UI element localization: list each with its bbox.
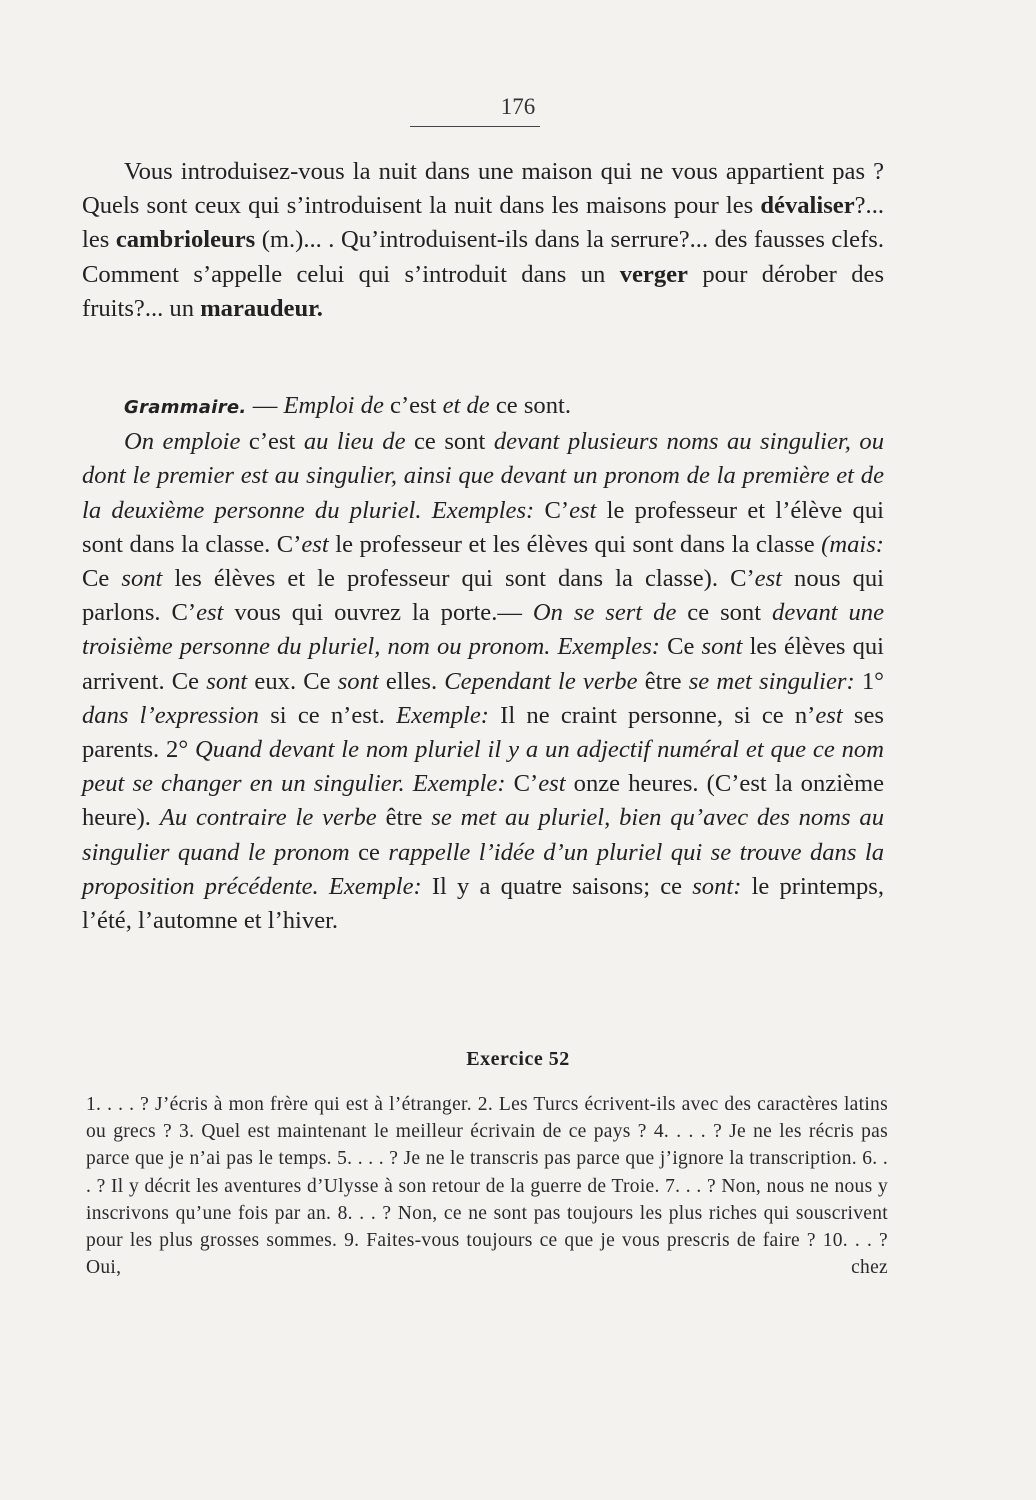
rule-text: sont bbox=[701, 633, 743, 661]
rule-text: est bbox=[754, 565, 782, 593]
rule-text: si ce n’est. bbox=[258, 701, 397, 729]
rule-text: (mais: bbox=[821, 530, 884, 558]
grammar-heading: ce sont. bbox=[489, 392, 572, 419]
rule-text: Cependant le verbe bbox=[444, 667, 638, 695]
rule-text: se met au pluriel, bien qu’avec des noms au singulier quand le pronom bbox=[82, 804, 885, 866]
grammar-label: Grammaire. bbox=[124, 397, 247, 418]
rule-text: est bbox=[196, 599, 224, 627]
rule-text: On emploie bbox=[124, 428, 241, 456]
rule-text: rappelle l’idée d’un pluriel qui se trouve dans la proposition précédente. Exemple: bbox=[82, 838, 884, 900]
rule-text: les élèves qui arrivent. Ce bbox=[82, 633, 885, 695]
rule-text: être bbox=[376, 804, 432, 832]
rule-text: On se sert de bbox=[532, 599, 677, 627]
rule-text: ses parents. 2° bbox=[82, 701, 884, 764]
rule-text: eux. Ce bbox=[247, 667, 338, 695]
exercise-text: 1. . . . ? J’écris à mon frère qui est à l’étranger. 2. Les Turcs écrivent-ils avec des caractères latins ou grecs ? 3. Quel est maintenant le meilleur écrivain de ce pays ? 4. . . . ? Je ne les récris pas parce que je n’ai pas le temps. 5. . . . ? Je ne le transcris pas parce que j’ignore la transcription. 6. . . ? Il y décrit les aventures d’Ulysse à son retour de la guerre de Troie. 7. . . ? Non, nous ne nous y inscrivons qu’une fois par an. 8. . . ? Non, ce ne sont pas toujours les plus riches qui souscrivent pour les plus grosses sommes. 9. Faites-vous toujours ce que je vous prescris de faire ? 10. . . ? Oui, chez bbox=[86, 1094, 888, 1279]
rule-text: Il ne craint personne, si ce n’ bbox=[488, 701, 816, 729]
grammar-heading: — bbox=[252, 392, 284, 419]
page-number-rule bbox=[410, 126, 540, 127]
keyword-verger: verger bbox=[619, 260, 688, 288]
rule-text: c’est bbox=[240, 428, 304, 456]
rule-text: le professeur et l’élève qui sont dans la classe. C’ bbox=[82, 496, 884, 558]
rule-text: Ce bbox=[659, 633, 702, 661]
rule-text: au lieu de bbox=[303, 428, 406, 456]
rule-text: être bbox=[637, 667, 689, 695]
rule-text: Ce bbox=[82, 565, 122, 593]
para1-text: ?... les bbox=[82, 192, 884, 254]
rule-text: vous qui ouvrez la porte.— bbox=[223, 599, 533, 627]
vocabulary-paragraph bbox=[82, 155, 884, 326]
para1-text: pour dérober des fruits?... un bbox=[82, 260, 885, 322]
grammar-heading: c’est bbox=[383, 392, 443, 419]
rule-text: Il y a quatre saisons; ce bbox=[421, 872, 693, 900]
rule-text: onze heures. (C’est la onzième heure). bbox=[82, 770, 884, 832]
rule-text: les élèves et le professeur qui sont dans la classe). C’ bbox=[162, 565, 755, 593]
rule-text: nous qui parlons. C’ bbox=[82, 565, 885, 627]
keyword-maraudeur: maraudeur. bbox=[200, 294, 323, 322]
rule-text: ce bbox=[349, 838, 389, 866]
rule-text: Exemple: bbox=[396, 701, 489, 729]
rule-text: le professeur et les élèves qui sont dans la classe bbox=[328, 530, 822, 558]
rule-text: se met singulier: bbox=[688, 667, 855, 695]
rule-text: 1° bbox=[854, 667, 884, 695]
rule-text: ce sont bbox=[676, 599, 773, 627]
rule-text: est bbox=[569, 496, 597, 524]
rule-text: devant plusieurs noms au singulier, ou dont le premier est au singulier, ainsi que devant un pronom de la première et de la deuxième personne du pluriel. Exemples: bbox=[82, 428, 884, 524]
grammar-heading: Emploi de bbox=[283, 392, 384, 419]
rule-text: est bbox=[301, 530, 329, 558]
page-number: 176 bbox=[500, 94, 536, 119]
keyword-devaliser: dévaliser bbox=[760, 192, 855, 220]
rule-text: Au contraire le verbe bbox=[159, 804, 377, 832]
rule-text: dans l’expression bbox=[82, 701, 259, 729]
grammar-paragraph bbox=[82, 389, 884, 938]
rule-text: est bbox=[538, 770, 566, 798]
rule-text: le printemps, l’été, l’automne et l’hiver. bbox=[82, 872, 884, 935]
grammar-heading: et de bbox=[442, 392, 490, 419]
para1-text: (m.)... . Qu’introduisent-ils dans la serrure?... des fausses clefs. Comment s’appelle celui qui s’introduit dans un bbox=[82, 226, 884, 288]
rule-text: sont: bbox=[692, 872, 742, 900]
rule-text: sont bbox=[121, 565, 163, 593]
rule-text: Quand devant le nom pluriel il y a un adjectif numéral et que ce nom peut se changer en un singulier. Exemple: bbox=[82, 736, 884, 798]
rule-text: C’ bbox=[534, 496, 570, 524]
rule-text: sont bbox=[206, 667, 248, 695]
rule-text: elles. bbox=[378, 667, 445, 695]
rule-text: C’ bbox=[505, 770, 539, 798]
exercise-title: Exercice 52 bbox=[466, 1048, 570, 1070]
para1-text: Vous introduisez-vous la nuit dans une maison qui ne vous appartient pas ? Quels sont ceux qui s’introduisent la nuit dans les maisons pour les bbox=[82, 158, 884, 220]
rule-text: devant une troisième personne du pluriel, nom ou pronom. Exemples: bbox=[82, 599, 885, 661]
rule-text: est bbox=[815, 701, 843, 729]
rule-text: ce sont bbox=[405, 428, 494, 456]
rule-text: sont bbox=[337, 667, 379, 695]
keyword-cambrioleurs: cambrioleurs bbox=[115, 226, 256, 254]
